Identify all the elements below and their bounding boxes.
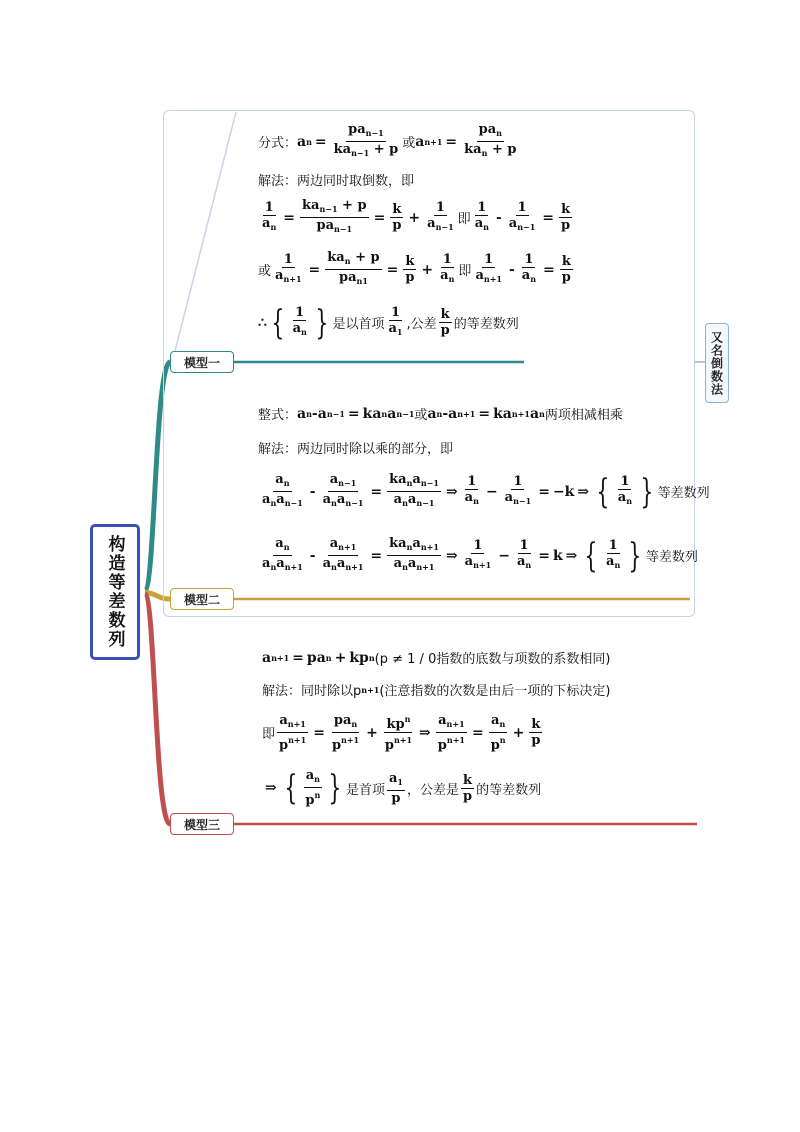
model2-step1: $\frac{a_n}{a_na_{n-1}}$ - $\frac{a_{n-1}}{a_na_{n-1}}$ = $\frac{ka_na_{n-1}}{a_na_{n-1}}$ ⇒ $\frac{1}{a_n}$ − $\frac{1}{a_{n-1}}$ = −k ⇒ { $\frac{1}{a_n}$ } 等差数列 <box>262 471 710 512</box>
root-node[interactable] <box>90 524 140 660</box>
note-label: 又名倒数法 <box>709 330 724 396</box>
model1-step2: 或 $\frac{1}{a_{n+1}}$ = $\frac{ka_n + p}{pa_{n1}}$ = $\frac{k}{p}$ + $\frac{1}{a_n}$ 即 $\frac{1}{a_{n+1}}$ - $\frac{1}{a_n}$ = $\frac{k}{p}$ <box>258 250 571 286</box>
branch-model-1[interactable] <box>170 351 234 373</box>
branch-label-2: 模型二 <box>183 592 220 607</box>
model3-de: 的等差数列 <box>476 782 542 798</box>
model1-step1: $\frac{1}{a_n}$ = $\frac{ka_{n-1} + p}{pa_{n-1}}$ = $\frac{k}{p}$ + $\frac{1}{a_{n-1}}$ 即 $\frac{1}{a_n}$ - $\frac{1}{a_{n-1}}$ = $\frac{k}{p}$ <box>262 198 571 234</box>
model3-conclusion: ⇒ { $\frac{a_n}{p^n}$ } 是首项 $\frac{a_1}{p}$ ，公差是 $\frac{k}{p}$ 的等差数列 <box>265 768 542 808</box>
model2-prefix: 整式： <box>258 408 298 423</box>
model1-conclusion: ∴ { $\frac{1}{a_n}$ } 是以首项 $\frac{1}{a_1}$ ,公差 $\frac{k}{p}$ 的等差数列 <box>258 302 519 343</box>
model2-seq1: 等差数列 <box>657 486 710 501</box>
model2-step2: $\frac{a_n}{a_na_{n+1}}$ - $\frac{a_{n+1}}{a_na_{n+1}}$ = $\frac{ka_na_{n+1}}{a_na_{n+1}}$ ⇒ $\frac{1}{a_{n+1}}$ − $\frac{1}{a_n}$ = k ⇒ { $\frac{1}{a_n}$ } 等差数列 <box>262 535 698 576</box>
model3-method: 解法：同时除以p n+1 (注意指数的次数是由后一项的下标决定) <box>262 680 611 699</box>
model2-seq2: 等差数列 <box>645 550 698 565</box>
branch-label-1: 模型一 <box>183 355 220 370</box>
therefore-symbol: ∴ <box>258 314 267 331</box>
model3-method-a: 解法：同时除以p <box>262 684 362 699</box>
model1-formula: 分式： a n = $\frac{pa_{n-1}}{ka_{n-1} + p}$ 或 a n+1 = $\frac{pa_n}{ka_n + p}$ <box>258 122 517 158</box>
model1-or2: 或 <box>258 264 272 279</box>
model3-shi: 是首项 <box>345 782 385 798</box>
model3-formula: a n+1 = pa n + kp n (p ≠ 1 / 0指数的底数与项数的系数相同) <box>262 649 611 667</box>
model3-cond: (p ≠ 1 / 0指数的底数与项数的系数相同) <box>374 652 611 667</box>
model3-ji: 即 <box>262 727 276 742</box>
branch-model-3[interactable] <box>170 813 234 835</box>
model1-shi: 是以首项 <box>332 317 385 332</box>
model3-method-b: (注意指数的次数是由后一项的下标决定) <box>379 684 611 699</box>
model3-gongcha: ，公差是 <box>406 782 459 798</box>
model1-ji: 即 <box>457 212 471 227</box>
model2-method: 解法：两边同时除以乘的部分，即 <box>258 442 454 457</box>
model1-gongcha: ,公差 <box>406 317 437 332</box>
model2-or: 或 <box>414 408 428 423</box>
model1-de: 的等差数列 <box>453 317 519 332</box>
note-box[interactable] <box>705 323 729 403</box>
model1-method: 解法：两边同时取倒数，即 <box>258 174 415 189</box>
model1-ji2: 即 <box>458 264 472 279</box>
model1-prefix: 分式： <box>258 136 298 151</box>
model3-step1: 即 $\frac{a_{n+1}}{p^{n+1}}$ = $\frac{pa_n}{p^{n+1}}$ + $\frac{kp^n}{p^{n+1}}$ ⇒ $\frac{a_{n+1}}{p^{n+1}}$ = $\frac{a_n}{p^n}$ + $\frac{k}{p}$ <box>262 712 541 753</box>
model2-suffix: 两项相减相乘 <box>544 408 623 423</box>
branch-label-3: 模型三 <box>183 817 220 832</box>
model1-or: 或 <box>402 136 416 151</box>
root-label: 构造等差数列 <box>104 535 125 649</box>
model2-formula: 整式： a n -a n−1 = ka n a n−1 或 a n -a n+1 = ka n+1 a n 两项相减相乘 <box>258 405 623 423</box>
branch-model-2[interactable] <box>170 588 234 610</box>
